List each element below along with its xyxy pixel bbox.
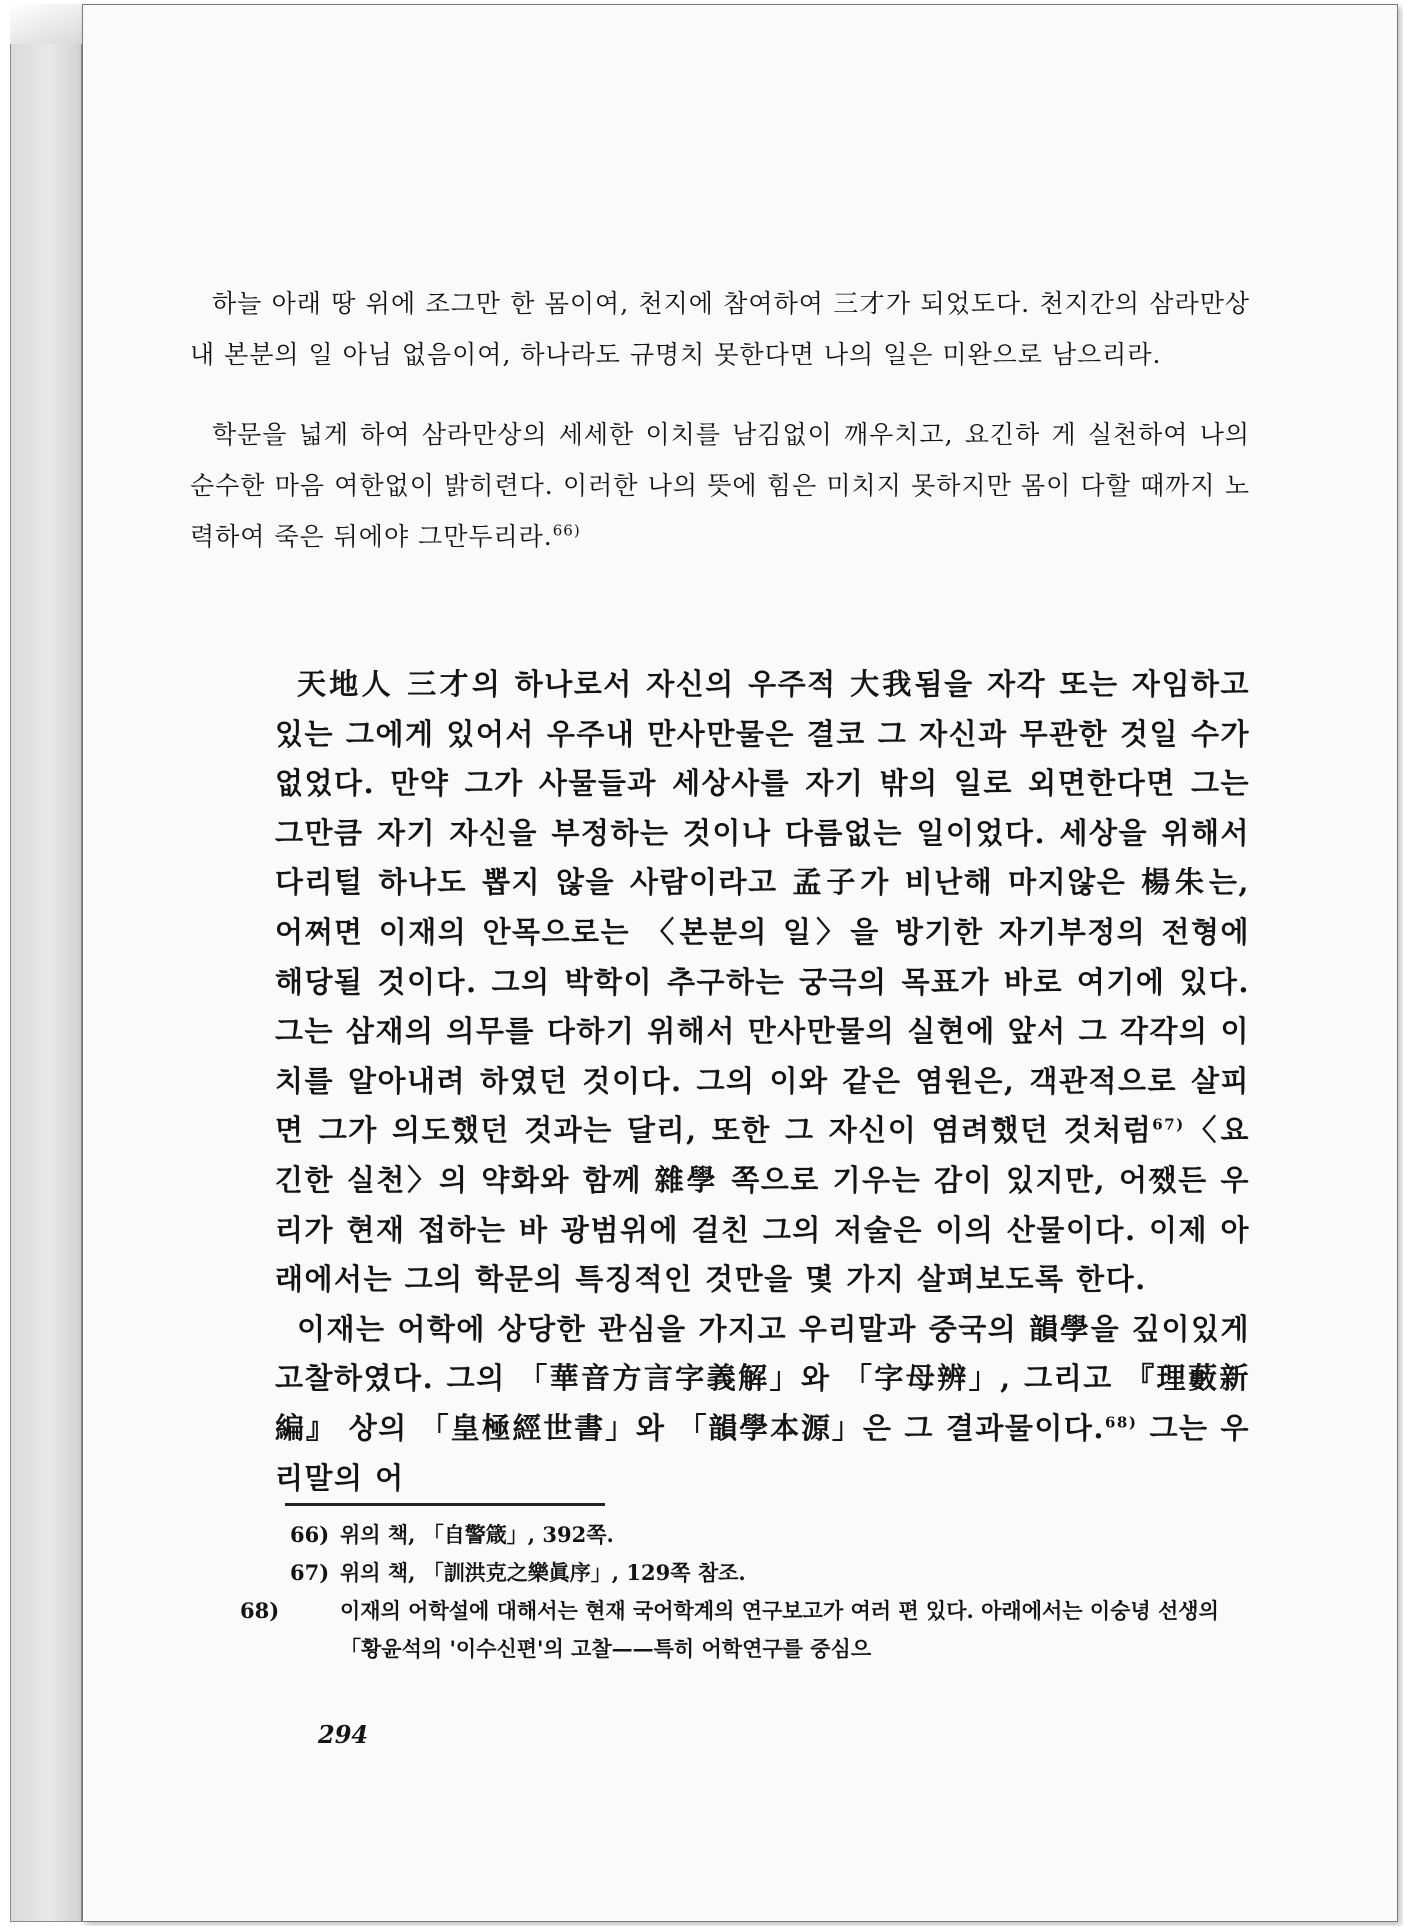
quote-2-first-line: 학문을 넓게 하여 삼라만상의 세세한 이치를 남김없이 깨우치고, 요긴하: [212, 420, 1041, 449]
footnote-67: [290, 1554, 1250, 1592]
footnote-number: 68): [240, 1598, 280, 1623]
quote-1-first-line: 하늘 아래 땅 위에 조그만 한 몸이여, 천지에 참여하여 三才가 되었도다.: [212, 289, 1031, 318]
page-number: 294: [318, 1720, 369, 1749]
quote-block: [190, 278, 1250, 591]
footnote-divider: [285, 1503, 605, 1506]
quote-paragraph-1: [190, 278, 1250, 380]
body-paragraph-2: [275, 1305, 1250, 1503]
footnote-number: 66): [290, 1522, 330, 1547]
quote-1-rest: 천지간의 삼라만상 내 본분의 일 아님 없음이여, 하나라도 규명치 못한다면 나의 일은 미완으로 남으리라.: [190, 289, 1251, 369]
footnotes: [240, 1516, 1250, 1668]
footnote-text: 위의 책, 「訓洪克之樂眞序」, 129쪽 참조.: [340, 1560, 746, 1585]
main-body-text: [275, 660, 1250, 1503]
footnote-ref-66: 66): [552, 521, 581, 540]
body-paragraph-1-text: 天地人 三才의 하나로서 자신의 우주적 大我됨을 자각 또는 자임하고 있는 그에게 있어서 우주내 만사만물은 결코 그 자신과 무관한 것일 수가 없었다. 만약 그가 사물들과 세상사를 자기 밖의 일로 외면한다면 그는 그만큼 자기 자신을 부정하는 것이나 다름없는 일이었다. 세상을 위해서 다리털 하나도 뽑지 않을 사람이라고 孟子가 비난해 마지않은 楊朱는, 어쩌면 이재의 안목으로는 〈본분의 일〉을 방기한 자기부정의 전형에 해당될 것이다. 그의 박학이 추구하는 궁극의 목표가 바로 여기에 있다. 그는 삼재의 의무를 다하기 위해서 만사만물의 실현에 앞서 그 각각의 이치를 알아내려 하였던 것이다. 그의 이와 같은 염원은, 객관적으로 살피면 그가 의도했던 것과는 달리, 또한 그 자신이 염려했던 것처럼: [275, 667, 1250, 1148]
footnote-number: 67): [290, 1560, 330, 1585]
footnote-ref-68: 68): [1105, 1413, 1138, 1432]
footnote-text: 이재의 어학설에 대해서는 현재 국어학계의 연구보고가 여러 편 있다. 아래에서는 이숭녕 선생의 「황윤석의 '이수신편'의 고찰——특히 어학연구를 중심으: [340, 1598, 1219, 1661]
book-spine-top: [10, 4, 82, 44]
quote-paragraph-2: [190, 409, 1250, 562]
book-spine: [10, 4, 82, 1922]
body-paragraph-1-tail: 〈요긴한 실천〉의 약화와 함께 雜學 쪽으로 기우는 감이 있지만, 어쨌든 우리가 현재 접하는 바 광범위에 걸친 그의 저술은 이의 산물이다. 이제 아래에서는 그의 학문의 특징적인 것만을 몇 가지 살펴보도록 한다.: [275, 1113, 1250, 1297]
body-paragraph-1: [275, 660, 1250, 1305]
quote-2-rest: 게 실천하여 나의 순수한 마음 여한없이 밝히련다. 이러한 나의 뜻에 힘은 미치지 못하지만 몸이 다할 때까지 노력하여 죽은 뒤에야 그만두리라.: [190, 420, 1250, 551]
footnote-68: [240, 1592, 1250, 1668]
footnote-ref-67: 67): [1152, 1115, 1185, 1134]
body-paragraph-2-tail: 그는 우리말의 어: [275, 1410, 1250, 1495]
footnote-text: 위의 책, 「自警箴」, 392쪽.: [340, 1522, 614, 1547]
body-paragraph-2-text: 이재는 어학에 상당한 관심을 가지고 우리말과 중국의 韻學을 깊이있게 고찰하였다. 그의 「華音方言字義解」와 「字母辨」, 그리고 『理藪新編』 상의 「皇極經世書」와 「韻學本源」은 그 결과물이다.: [275, 1311, 1250, 1445]
footnote-66: [290, 1516, 1250, 1554]
